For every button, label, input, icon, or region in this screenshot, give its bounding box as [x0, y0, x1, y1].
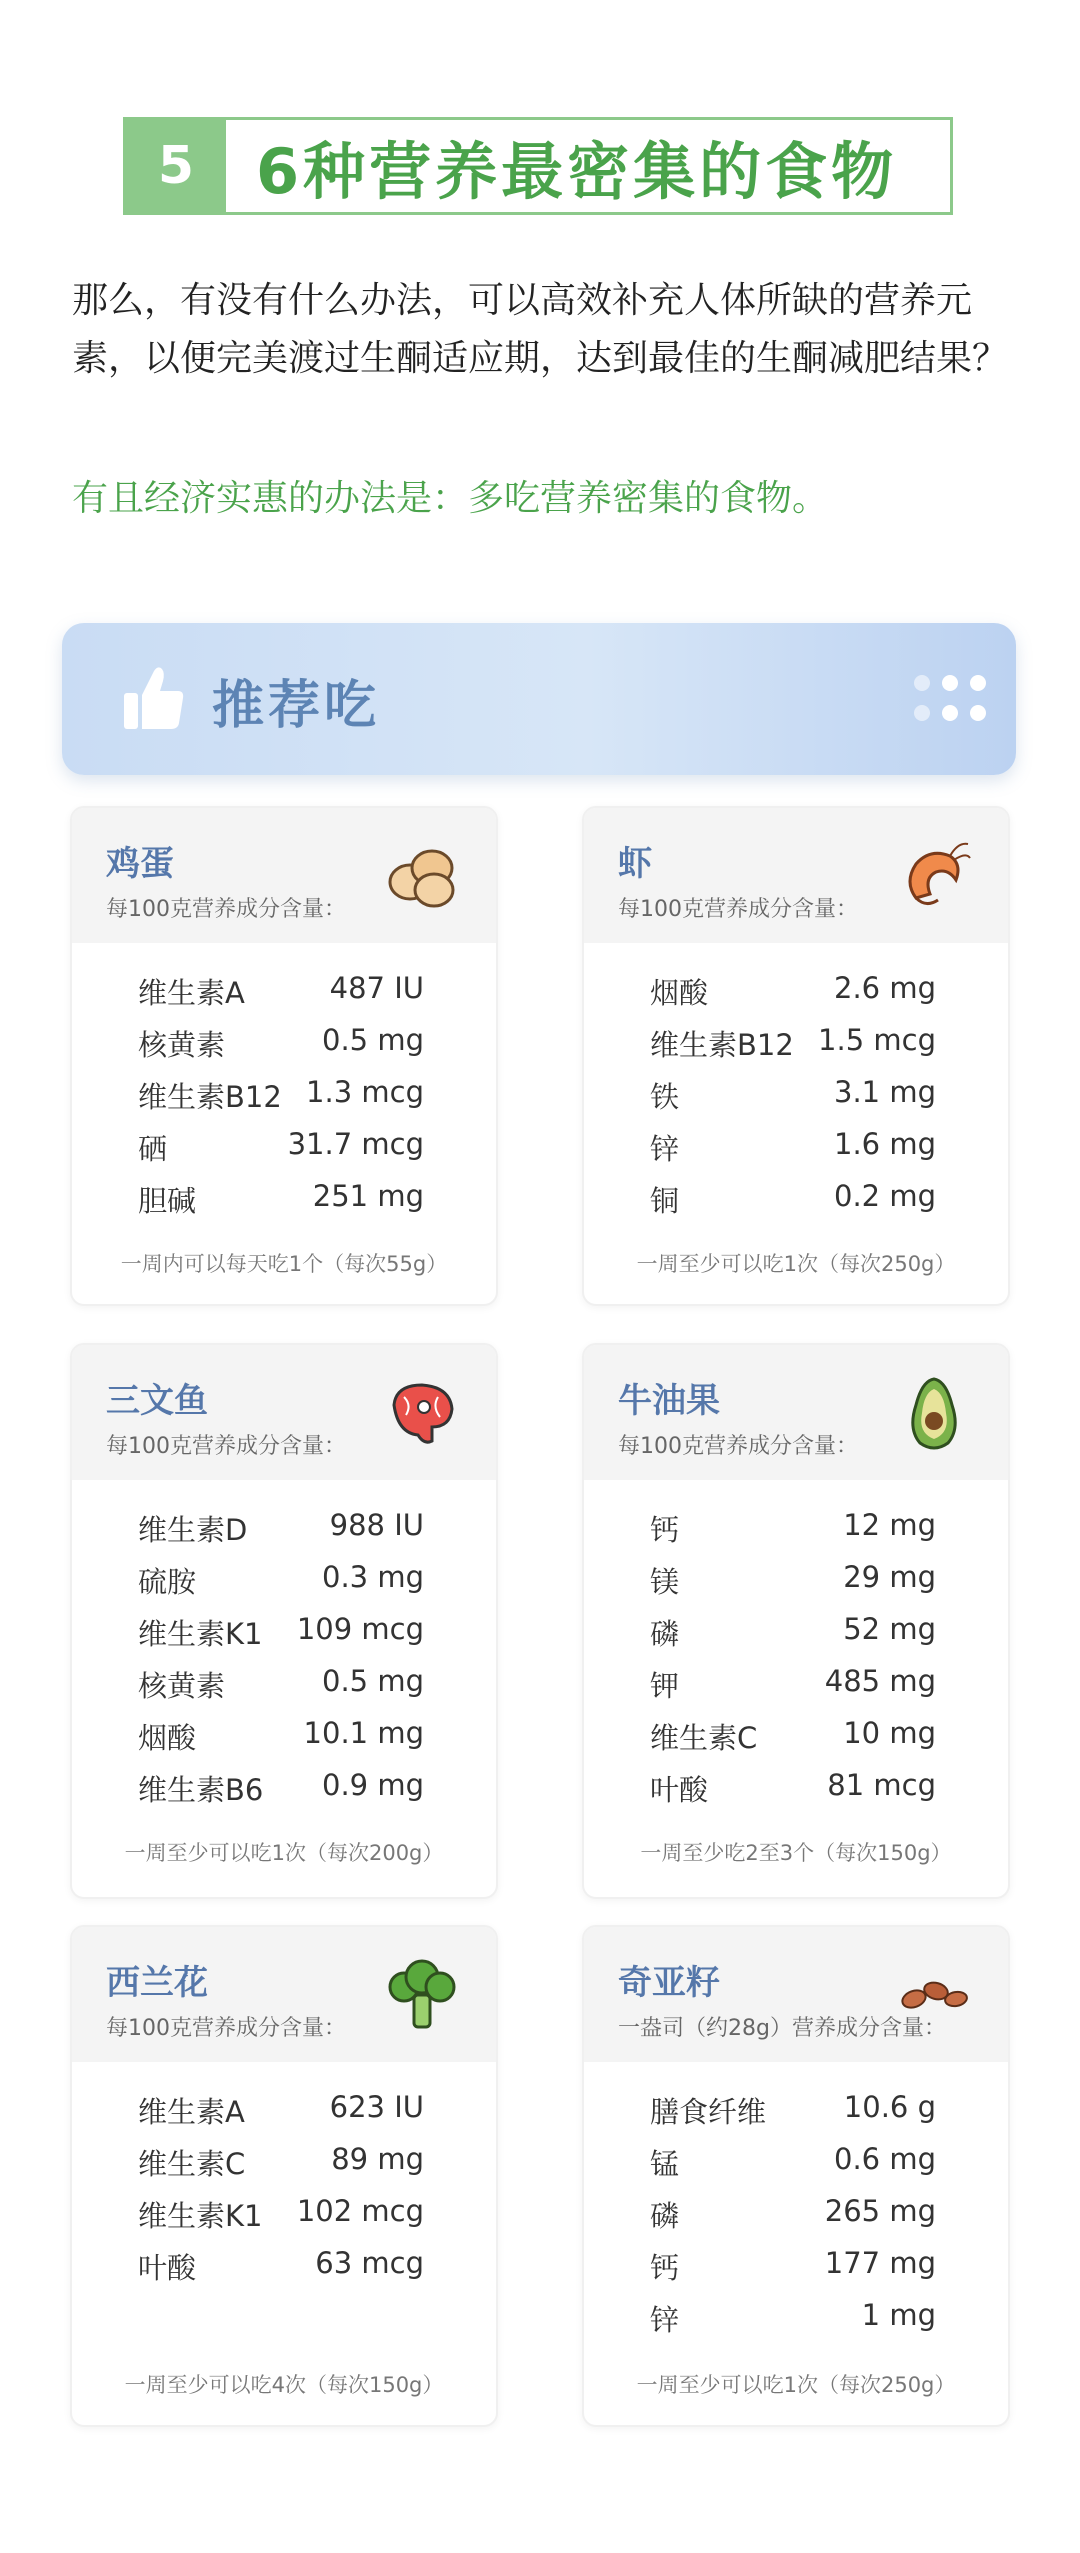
nutrient-row	[584, 2290, 1008, 2342]
nutrient-row	[584, 1119, 1008, 1171]
nutrient-row	[584, 1171, 1008, 1223]
nutrient-row	[72, 2186, 496, 2238]
nutrient-value: 177 mg	[824, 2246, 936, 2280]
recommend-banner	[62, 623, 1016, 775]
nutrient-row	[72, 2082, 496, 2134]
card-footer: 一周内可以每天吃1个（每次55g）	[120, 1252, 448, 1276]
nutrient-value: 3.1 mg	[834, 1075, 936, 1109]
nutrient-row	[584, 1708, 1008, 1760]
nutrient-row	[72, 1171, 496, 1223]
nutrient-value: 89 mg	[331, 2142, 424, 2176]
nutrient-value: 485 mg	[824, 1664, 936, 1698]
nutrient-value: 1.6 mg	[834, 1127, 936, 1161]
chia-seeds-icon	[896, 1957, 972, 2033]
nutrient-row	[584, 1067, 1008, 1119]
nutrient-row	[584, 1015, 1008, 1067]
food-name: 西兰花	[106, 1963, 208, 2003]
nutrient-row	[72, 1604, 496, 1656]
nutrient-value: 102 mcg	[296, 2194, 424, 2228]
nutrient-value: 0.9 mg	[322, 1768, 424, 1802]
nutrient-value: 52 mg	[843, 1612, 936, 1646]
nutrient-row	[72, 2238, 496, 2290]
nutrient-row	[72, 963, 496, 1015]
nutrient-row	[72, 1119, 496, 1171]
food-card-shrimp	[582, 806, 1010, 1306]
nutrient-value: 1.5 mcg	[818, 1023, 936, 1057]
nutrient-name: 硒	[138, 1132, 168, 1166]
nutrient-name: 钙	[650, 2251, 680, 2285]
card-header	[584, 1345, 1008, 1480]
nutrient-name: 维生素K1	[138, 1617, 263, 1651]
nutrient-row	[72, 1656, 496, 1708]
food-card-broccoli	[70, 1925, 498, 2427]
nutrient-list	[584, 2062, 1008, 2342]
nutrient-list	[584, 1480, 1008, 1812]
food-card-chia-seeds	[582, 1925, 1010, 2427]
nutrient-row	[584, 1552, 1008, 1604]
nutrient-value: 12 mg	[843, 1508, 936, 1542]
nutrient-value: 10.1 mg	[303, 1716, 424, 1750]
card-header	[584, 1927, 1008, 2062]
nutrient-value: 487 IU	[329, 971, 424, 1005]
nutrient-name: 核黄素	[138, 1028, 226, 1062]
avocado-icon	[896, 1375, 972, 1451]
nutrient-name: 维生素D	[138, 1513, 248, 1547]
nutrient-row	[72, 1552, 496, 1604]
nutrient-value: 31.7 mcg	[287, 1127, 424, 1161]
nutrient-name: 锰	[650, 2147, 680, 2181]
nutrient-row	[584, 963, 1008, 1015]
nutrient-row	[72, 1015, 496, 1067]
nutrient-value: 29 mg	[843, 1560, 936, 1594]
nutrient-name: 维生素C	[138, 2147, 246, 2181]
nutrient-value: 0.3 mg	[322, 1560, 424, 1594]
shrimp-icon	[896, 838, 972, 914]
nutrient-name: 铁	[650, 1080, 680, 1114]
thumbs-up-icon	[124, 665, 184, 731]
nutrient-list	[72, 2062, 496, 2290]
card-header	[584, 808, 1008, 943]
food-subtitle: 每100克营养成分含量：	[618, 897, 858, 922]
nutrient-value: 265 mg	[824, 2194, 936, 2228]
nutrient-name: 烟酸	[138, 1721, 197, 1755]
card-footer: 一周至少可以吃1次（每次200g）	[124, 1841, 444, 1865]
nutrient-value: 81 mcg	[827, 1768, 936, 1802]
card-header	[72, 1345, 496, 1480]
nutrient-row	[584, 1656, 1008, 1708]
nutrient-name: 胆碱	[138, 1184, 197, 1218]
nutrient-value: 10.6 g	[843, 2090, 936, 2124]
nutrient-row	[584, 1604, 1008, 1656]
nutrient-value: 0.6 mg	[834, 2142, 936, 2176]
nutrient-name: 维生素A	[138, 2095, 245, 2129]
nutrient-name: 维生素A	[138, 976, 245, 1010]
nutrient-name: 叶酸	[138, 2251, 197, 2285]
salmon-steak-icon	[384, 1375, 460, 1451]
nutrient-name: 维生素B12	[138, 1080, 282, 1114]
nutrient-name: 钾	[650, 1669, 680, 1703]
nutrient-row	[72, 1760, 496, 1812]
food-subtitle: 每100克营养成分含量：	[618, 1434, 858, 1459]
nutrient-name: 铜	[650, 1184, 680, 1218]
nutrient-name: 核黄素	[138, 1669, 226, 1703]
intro-paragraph: 那么，有没有什么办法，可以高效补充人体所缺的营养元素，以便完美渡过生酮适应期，达到最佳的生酮减肥结果？	[72, 280, 1009, 379]
food-card-salmon	[70, 1343, 498, 1899]
nutrient-name: 磷	[650, 1617, 680, 1651]
nutrient-row	[72, 1067, 496, 1119]
nutrient-name: 磷	[650, 2199, 680, 2233]
nutrient-value: 251 mg	[312, 1179, 424, 1213]
food-subtitle: 每100克营养成分含量：	[106, 1434, 346, 1459]
section-title: 6种营养最密集的食物	[256, 134, 898, 208]
food-name: 三文鱼	[106, 1381, 208, 1421]
card-footer: 一周至少可以吃4次（每次150g）	[124, 2373, 444, 2397]
food-subtitle: 每100克营养成分含量：	[106, 897, 346, 922]
nutrient-value: 10 mg	[843, 1716, 936, 1750]
nutrient-value: 1 mg	[861, 2298, 936, 2332]
food-card-avocado	[582, 1343, 1010, 1899]
card-header	[72, 808, 496, 943]
nutrient-row	[72, 1500, 496, 1552]
eggs-icon	[384, 838, 460, 914]
nutrient-list	[72, 943, 496, 1223]
food-name: 虾	[618, 844, 652, 884]
dots-icon	[914, 675, 988, 723]
food-name: 牛油果	[618, 1381, 720, 1421]
nutrient-value: 0.2 mg	[834, 1179, 936, 1213]
nutrient-value: 0.5 mg	[322, 1023, 424, 1057]
nutrient-row	[584, 1500, 1008, 1552]
nutrient-name: 维生素B12	[650, 1028, 794, 1062]
nutrient-name: 钙	[650, 1513, 680, 1547]
nutrient-row	[584, 2186, 1008, 2238]
nutrient-name: 维生素K1	[138, 2199, 263, 2233]
nutrient-name: 烟酸	[650, 976, 709, 1010]
nutrient-row	[584, 2082, 1008, 2134]
card-footer: 一周至少可以吃1次（每次250g）	[636, 2373, 956, 2397]
nutrient-list	[584, 943, 1008, 1223]
highlight-text: 有且经济实惠的办法是：多吃营养密集的食物。	[72, 478, 829, 519]
nutrient-row	[584, 2238, 1008, 2290]
nutrient-value: 988 IU	[329, 1508, 424, 1542]
food-subtitle: 每100克营养成分含量：	[106, 2016, 346, 2041]
nutrient-name: 锌	[650, 1132, 680, 1166]
nutrient-value: 1.3 mcg	[306, 1075, 424, 1109]
nutrient-row	[584, 2134, 1008, 2186]
food-name: 奇亚籽	[618, 1963, 720, 2003]
nutrient-list	[72, 1480, 496, 1812]
food-name: 鸡蛋	[106, 844, 174, 884]
nutrient-name: 镁	[650, 1565, 680, 1599]
nutrient-value: 109 mcg	[296, 1612, 424, 1646]
nutrient-row	[584, 1760, 1008, 1812]
broccoli-icon	[384, 1957, 460, 2033]
nutrient-name: 叶酸	[650, 1773, 709, 1807]
section-number: 5	[126, 120, 226, 212]
nutrient-value: 623 IU	[329, 2090, 424, 2124]
nutrient-row	[72, 1708, 496, 1760]
nutrient-row	[72, 2134, 496, 2186]
banner-title: 推荐吃	[212, 676, 381, 736]
section-header	[123, 117, 953, 215]
nutrient-name: 维生素B6	[138, 1773, 264, 1807]
nutrient-value: 0.5 mg	[322, 1664, 424, 1698]
nutrient-value: 2.6 mg	[834, 971, 936, 1005]
card-footer: 一周至少可以吃1次（每次250g）	[636, 1252, 956, 1276]
nutrient-name: 维生素C	[650, 1721, 758, 1755]
nutrient-name: 硫胺	[138, 1565, 197, 1599]
nutrient-name: 膳食纤维	[650, 2095, 767, 2129]
food-card-eggs	[70, 806, 498, 1306]
food-subtitle: 一盎司（约28g）营养成分含量：	[618, 2016, 946, 2041]
card-footer: 一周至少吃2至3个（每次150g）	[640, 1841, 952, 1865]
card-header	[72, 1927, 496, 2062]
nutrient-value: 63 mcg	[315, 2246, 424, 2280]
nutrient-name: 锌	[650, 2303, 680, 2337]
